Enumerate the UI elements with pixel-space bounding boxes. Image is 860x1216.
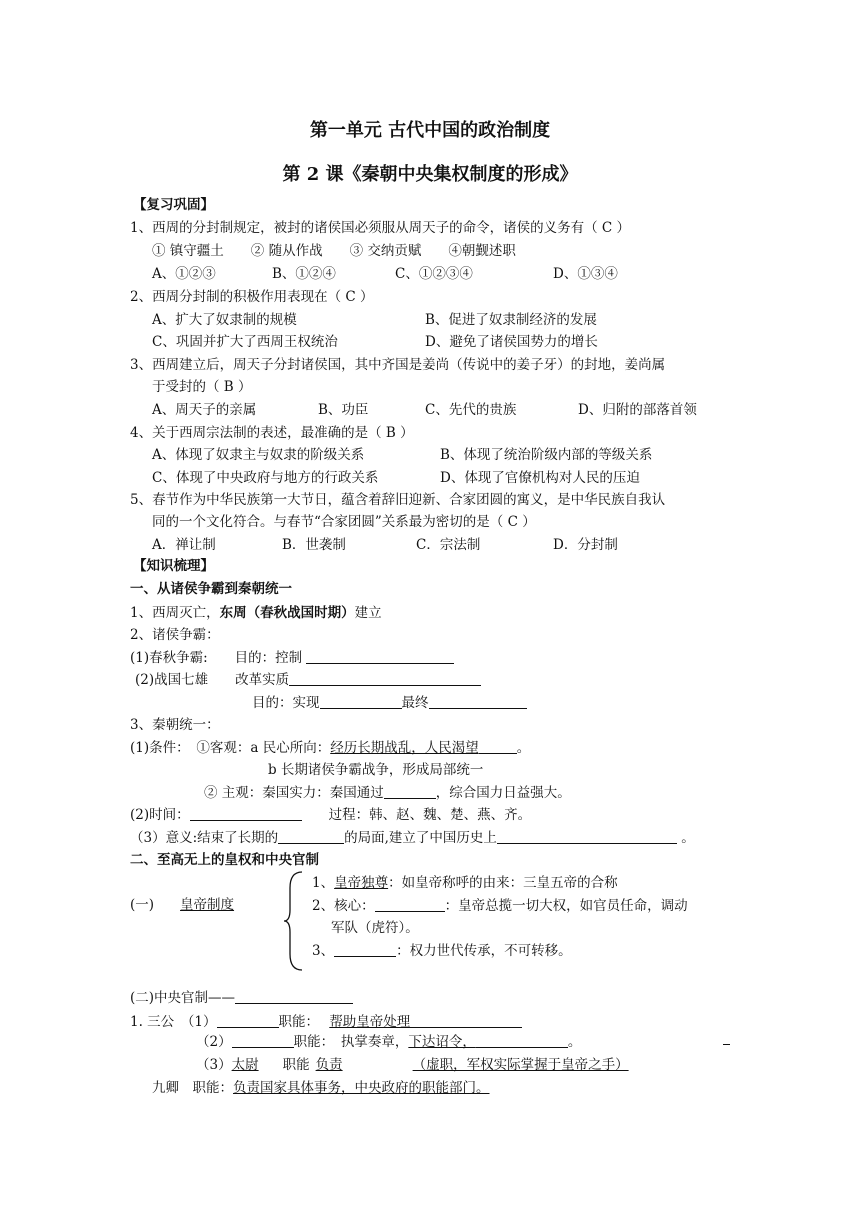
- text: (1)条件： ①客观：a 民心所向：: [130, 740, 331, 756]
- fill-blank[interactable]: [497, 829, 677, 844]
- fill-blank[interactable]: [289, 671, 481, 686]
- question-2-option-d: D、避免了诸侯国势力的增长: [425, 334, 598, 350]
- text: (2)战国七雄 改革实质: [135, 672, 290, 688]
- text: 1、: [312, 875, 335, 891]
- text: （3）意义:结束了长期的: [130, 830, 279, 846]
- fill-blank[interactable]: [410, 1013, 522, 1028]
- knowledge-item-2: 2、诸侯争霸：: [130, 627, 220, 643]
- question-5-option-a: A．禅让制: [152, 537, 216, 553]
- knowledge-item-3-5: [130, 828, 695, 848]
- question-2-option-b: B、促进了奴隶制经济的发展: [425, 312, 597, 328]
- text: 3、: [312, 943, 335, 959]
- question-3: 3、西周建立后，周天子分封诸侯国，其中齐国是姜尚（传说中的姜子牙）的封地，姜尚属: [130, 357, 666, 373]
- fill-blank[interactable]: [235, 989, 353, 1004]
- question-3-option-c: C、先代的贵族: [425, 402, 517, 418]
- question-4-option-c: C、体现了中央政府与地方的行政关系: [152, 470, 379, 486]
- text: 职能：: [278, 1014, 320, 1030]
- fill-blank[interactable]: [217, 1013, 279, 1028]
- fill-blank[interactable]: [232, 1033, 294, 1048]
- knowledge-item-3-1: [130, 738, 530, 758]
- text: （3）: [196, 1057, 232, 1073]
- emperor-point-1: [312, 873, 618, 893]
- question-1: 1、西周的分封制规定，被封的诸侯国必须服从周天子的命令，诸侯的义务有（ C ）: [130, 220, 630, 236]
- fill-blank[interactable]: [306, 649, 454, 664]
- emperor-system-label: [130, 895, 248, 915]
- underlined-answer: 负责国家具体事务，中央政府的职能部门。: [233, 1080, 490, 1096]
- emperor-point-3: [312, 941, 572, 961]
- underlined-answer: 负责: [315, 1057, 343, 1073]
- three-dukes-3: [196, 1055, 629, 1075]
- question-5-option-b: B．世袭制: [282, 537, 346, 553]
- fill-blank[interactable]: [384, 784, 436, 799]
- question-1-option-a: A、①②③: [152, 266, 216, 282]
- question-5-cont: 同的一个文化符合。与春节“合家团圆”关系最为密切的是（ C ）: [152, 514, 536, 530]
- text: 九卿 职能：: [152, 1080, 233, 1096]
- underlined-answer: 下达诏令，: [408, 1034, 476, 1050]
- question-1-option-b: B、①②④: [272, 266, 336, 282]
- fill-blank[interactable]: [278, 829, 344, 844]
- text: ：皇帝总揽一切大权，如官员任命，调动: [444, 898, 688, 914]
- text: 的局面,建立了中国历史上: [344, 830, 497, 846]
- nine-ministers: [152, 1078, 490, 1098]
- text: 目的：实现: [252, 695, 320, 711]
- question-5-option-c: C．宗法制: [416, 537, 481, 553]
- underlined-answer: 帮助皇帝处理: [329, 1014, 411, 1030]
- knowledge-item-3-2: b 长期诸侯争霸战争，形成局部统一: [268, 762, 484, 778]
- page-title: 第一单元 古代中国的政治制度: [309, 120, 551, 141]
- text: 。: [681, 830, 695, 846]
- question-1-option-c: C、①②③④: [395, 266, 473, 282]
- text: 。: [516, 740, 531, 756]
- question-3-option-d: D、归附的部落首领: [578, 402, 697, 418]
- question-5-option-d: D．分封制: [553, 537, 618, 553]
- text: (二)中央官制——: [130, 990, 236, 1006]
- underlined-answer: （虚职，军权实际掌握于皇帝之手）: [412, 1057, 629, 1073]
- question-1-items: ① 镇守疆土 ② 随从作战 ③ 交纳贡赋 ④朝觐述职: [152, 243, 516, 259]
- underlined-answer: 皇帝独尊: [334, 875, 389, 891]
- three-dukes-2: [196, 1032, 581, 1052]
- question-4-option-a: A、体现了奴隶主与奴隶的阶级关系: [152, 447, 365, 463]
- text: ：如皇帝称呼的由来：三皇五帝的合称: [388, 875, 618, 891]
- text: 建立: [354, 605, 382, 621]
- text: 职能： 执掌奏章，: [293, 1034, 409, 1050]
- fill-blank[interactable]: [320, 694, 402, 709]
- text: 1、西周灭亡，: [130, 605, 220, 621]
- fill-blank[interactable]: [334, 942, 396, 957]
- question-4-option-d: D、体现了官僚机构对人民的压迫: [440, 470, 640, 486]
- text: 最终: [401, 695, 429, 711]
- underlined-answer: 经历长期战乱，人民渴望: [330, 740, 479, 756]
- knowledge-item-3: 3、秦朝统一：: [130, 717, 220, 733]
- emperor-point-2: [312, 896, 688, 916]
- question-3-cont: 于受封的（ B ）: [152, 379, 252, 395]
- question-2-option-a: A、扩大了奴隶制的规模: [152, 312, 297, 328]
- page-subtitle: 第 2 课《秦朝中央集权制度的形成》: [282, 164, 578, 185]
- question-4: 4、关于西周宗法制的表述，最准确的是（ B ）: [130, 425, 414, 441]
- text: 1. 三公 （1）: [130, 1014, 217, 1030]
- text: 2、核心：: [312, 898, 375, 914]
- knowledge-item-2-1: [130, 648, 454, 668]
- emphasis-text: 东周（春秋战国时期）: [219, 605, 355, 621]
- curly-brace-icon: [282, 870, 306, 972]
- question-3-option-a: A、周天子的亲属: [152, 402, 257, 418]
- underlined-answer: 皇帝制度: [180, 897, 235, 913]
- section-2-heading: 二、至高无上的皇权和中央官制: [130, 852, 319, 868]
- knowledge-item-3-4: [130, 805, 531, 825]
- text: ，综合国力日益强大。: [435, 785, 571, 801]
- emperor-point-2-cont: 军队（虎符）。: [331, 920, 419, 936]
- text: 。: [567, 1034, 582, 1050]
- text: 职能: [282, 1057, 310, 1073]
- question-2: 2、西周分封制的积极作用表现在（ C ）: [130, 289, 374, 305]
- fill-blank[interactable]: [476, 1033, 568, 1048]
- underlined-answer: 太尉: [231, 1057, 259, 1073]
- central-officials-heading: [130, 988, 353, 1008]
- knowledge-item-3-3: [204, 783, 571, 803]
- three-dukes-1: [130, 1012, 522, 1032]
- fill-blank[interactable]: [429, 694, 527, 709]
- text: ② 主观：秦国实力：秦国通过: [204, 785, 384, 801]
- review-heading: 【复习巩固】: [133, 197, 214, 213]
- knowledge-heading: 【知识梳理】: [133, 558, 214, 574]
- knowledge-item-2-3: [252, 693, 527, 713]
- knowledge-item-2-2: [135, 670, 481, 690]
- question-3-option-b: B、功臣: [318, 402, 369, 418]
- fill-blank[interactable]: [190, 806, 302, 821]
- text: (一): [130, 897, 155, 913]
- text: （2）: [196, 1034, 232, 1050]
- text: (2)时间：: [130, 807, 190, 823]
- section-1-heading: 一、从诸侯争霸到秦朝统一: [130, 581, 292, 597]
- knowledge-item-1: [130, 603, 382, 623]
- question-1-option-d: D、①③④: [553, 266, 618, 282]
- question-2-option-c: C、巩固并扩大了西周王权统治: [152, 334, 338, 350]
- fill-blank[interactable]: [479, 739, 517, 754]
- question-4-option-b: B、体现了统治阶级内部的等级关系: [440, 447, 653, 463]
- fill-blank[interactable]: [375, 897, 445, 912]
- text: 过程：韩、赵、魏、楚、燕、齐。: [328, 807, 532, 823]
- stray-underscore: [723, 1044, 730, 1045]
- text: (1)春秋争霸: 目的：控制: [130, 650, 303, 666]
- text: ：权力世代传承，不可转移。: [396, 943, 572, 959]
- question-5: 5、春节作为中华民族第一大节日，蕴含着辞旧迎新、合家团圆的寓义，是中华民族自我认: [130, 492, 666, 508]
